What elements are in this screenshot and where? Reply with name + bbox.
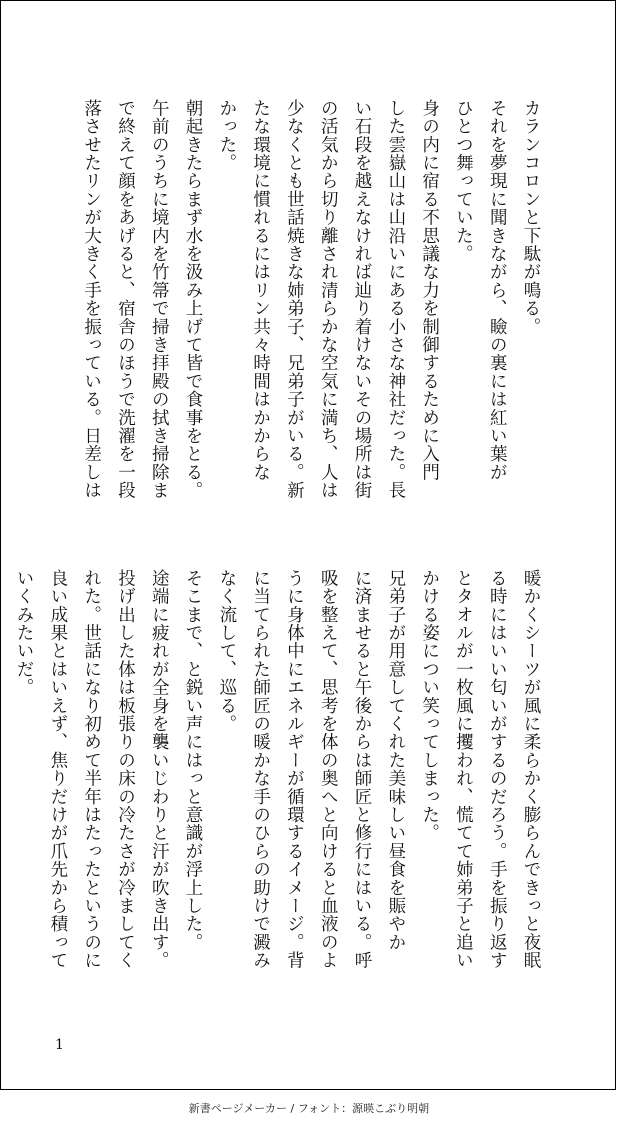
text-line: 朝起きたらまず水を汲み上げて皆で食事をとる。 [183,99,204,500]
text-line: れた。世話になり初めて半年はたったというのに [81,569,102,970]
text-line: それを夢現に聞きながら、瞼の裏には紅い葉が [487,99,508,482]
text-line: なく流して、巡る。 [216,569,237,733]
text-line: 午前のうちに境内を竹箒で掃き拝殿の拭き掃除ま [149,99,170,500]
text-line: とタオルが一枚風に攫われ、慌てて姉弟子と追い [453,569,474,970]
page-number: 1 [55,1037,64,1053]
text-line: かった。 [216,99,237,172]
top-text-block [74,99,547,539]
text-line: 落させたリンが大きく手を振っている。日差しは [81,99,102,500]
text-line: 暖かくシーツが風に柔らかく膨らんできっと夜眠 [521,569,541,970]
text-line: に済ませると午後からは師匠と修行にはいる。呼 [352,569,373,970]
text-line: る時にはいい匂いがするのだろう。手を振り返す [487,569,508,970]
text-line: 身の内に宿る不思議な力を制御するために入門 [419,99,440,482]
text-line: カランコロンと下駄が鳴る。 [521,99,541,336]
text-line: たな環境に慣れるにはリン共々時間はかからな [250,99,271,482]
text-line: 兄弟子が用意してくれた美味しい昼食を賑やか [385,569,406,952]
text-line: に当てられた師匠の暖かな手のひらの助けで澱み [250,569,271,970]
text-line: かける姿につい笑ってしまった。 [419,569,440,842]
footer-credit: 新書ページメーカー / フォント：源暎こぶり明朝 [188,1102,430,1115]
text-line: した雲嶽山は山沿いにある小さな神社だった。長 [385,99,406,500]
text-line: そこまで、と鋭い声にはっと意識が浮上した。 [183,569,204,952]
text-line: うに身体中にエネルギーが循環するイメージ。背 [284,569,305,970]
text-line: 途端に疲れが全身を襲いじわりと汗が吹き出す。 [149,569,170,970]
bottom-text-block [6,569,547,1009]
text-line: い石段を越えなければ辿り着けないその場所は街 [352,99,373,500]
text-line: ひとつ舞っていた。 [453,99,474,263]
text-line: 少なくとも世話焼きな姉弟子、兄弟子がいる。新 [284,99,305,500]
text-line: 投げ出した体は板張りの床の冷たさが冷ましてく [115,569,136,970]
text-line: 吸を整えて、思考を体の奥へと向けると血液のよ [318,569,339,970]
text-line: いくみたいだ。 [14,569,35,697]
text-line: で終えて顔をあげると、宿舎のほうで洗濯を一段 [115,99,136,500]
text-line: の活気から切り離され清らかな空気に満ち、人は [318,99,339,500]
text-line: 良い成果とはいえず、焦りだけが爪先から積って [47,569,68,970]
